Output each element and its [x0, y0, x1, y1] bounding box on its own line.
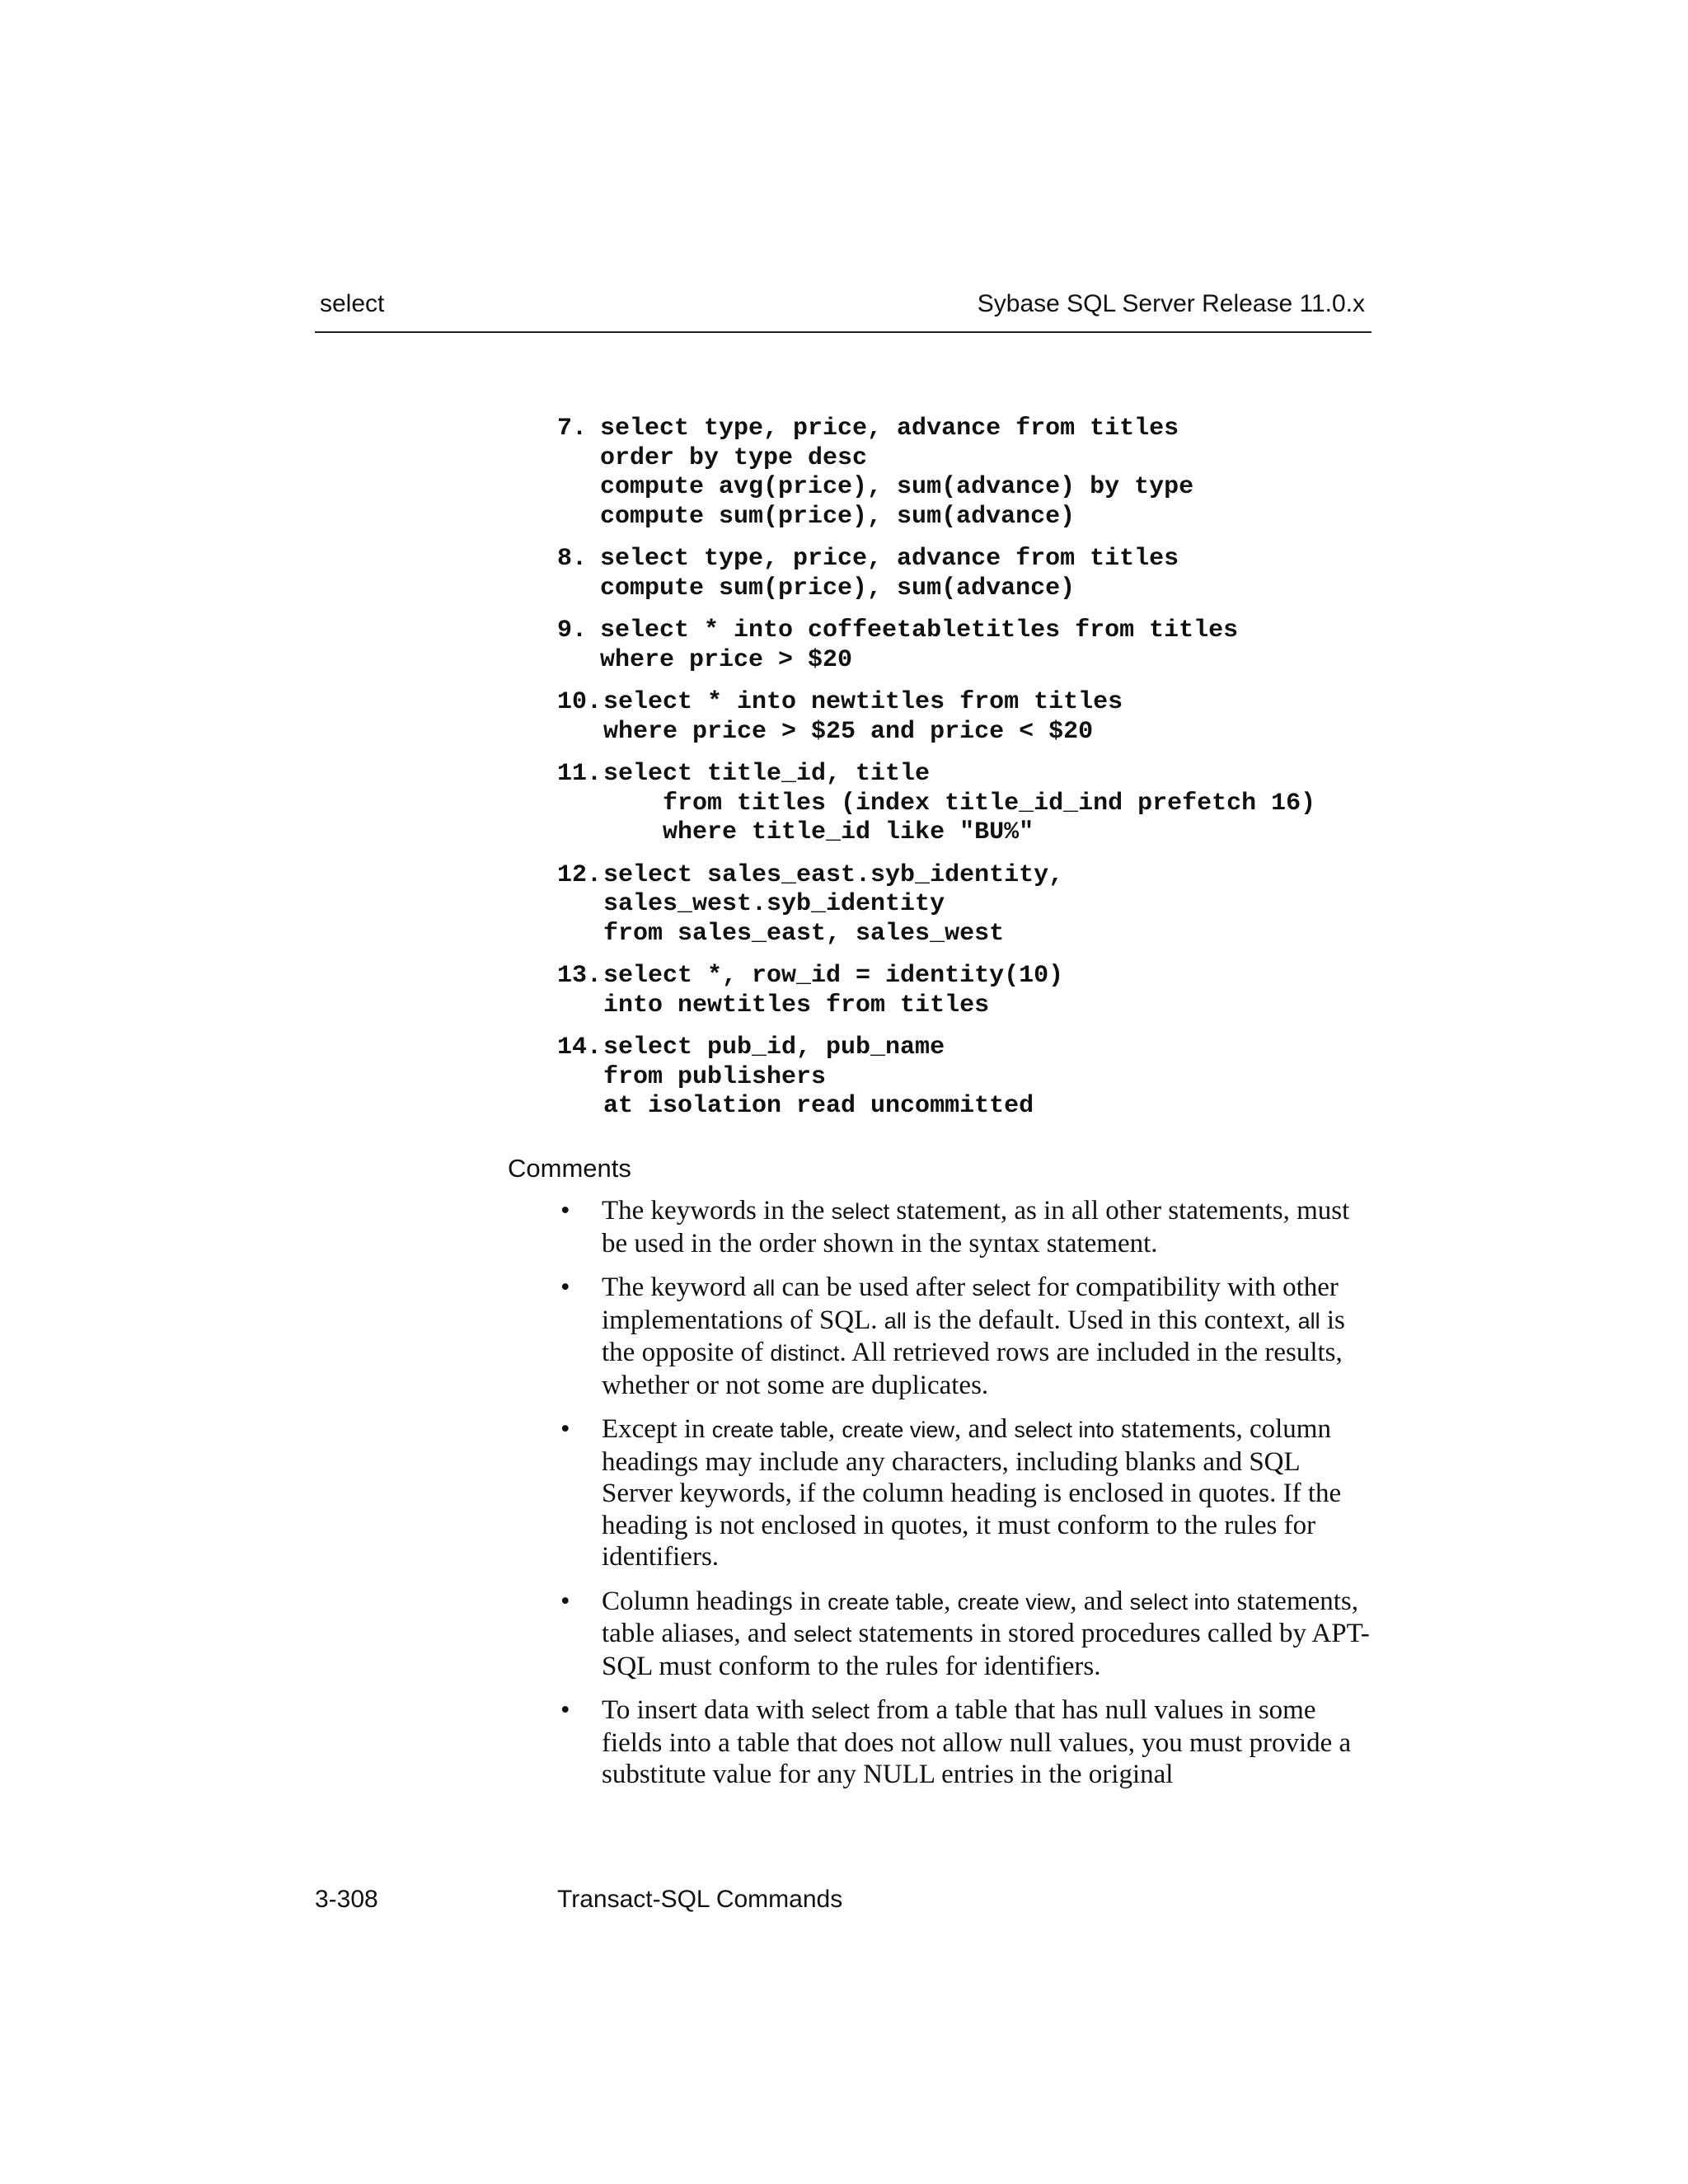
keyword-term: select: [831, 1199, 890, 1224]
comment-text: [602, 1195, 1373, 1259]
example-code: select pub_id, pub_name from publishers at isolation read uncommitted: [603, 1033, 1034, 1120]
comment-text-run: statements, column headings may include any characters, including blanks and SQL Server keywords, if the column heading is enclosed in quotes. If the heading is not enclosed in quotes, it must conform to the rules for identifiers.: [602, 1414, 1342, 1572]
bullet-marker: •: [560, 1196, 570, 1226]
comment-text-run: is the default. Used in this context,: [906, 1305, 1298, 1335]
example-number: 7.: [557, 415, 588, 443]
comment-text-run: ,: [944, 1586, 958, 1616]
example-number: 12.: [557, 860, 603, 889]
bullet-marker: •: [560, 1586, 570, 1616]
example-number: 10.: [557, 688, 603, 716]
example-item: [557, 962, 1381, 1020]
keyword-term: create view: [842, 1418, 954, 1442]
comment-item: [557, 1413, 1373, 1573]
running-header: [315, 290, 1372, 333]
example-item: [557, 545, 1381, 603]
comment-text-run: statement, as in all other statements, must be used in the order shown in the syntax statement.: [602, 1196, 1350, 1258]
keyword-term: select: [793, 1622, 852, 1647]
footer-page-number: 3-308: [315, 1886, 378, 1913]
keyword-term: create table: [828, 1589, 945, 1615]
comments-heading: Comments: [508, 1154, 631, 1183]
keyword-term: select: [972, 1276, 1030, 1301]
example-item: [557, 760, 1381, 848]
comment-text-run: for compatibility with other implementations of SQL.: [602, 1272, 1339, 1335]
example-number: 11.: [557, 760, 603, 788]
example-list: [557, 415, 1381, 1135]
comment-text-run: Column headings in: [602, 1586, 828, 1616]
example-code: select *, row_id = identity(10) into newtitles from titles: [603, 962, 1064, 1019]
keyword-term: distinct: [770, 1341, 840, 1366]
comment-text-run: , and: [1070, 1586, 1130, 1616]
comment-text-run: Except in: [602, 1414, 712, 1444]
comment-text-run: ,: [828, 1414, 842, 1444]
comments-list: [557, 1195, 1373, 1803]
comment-text-run: statements in stored procedures called by APT-SQL must conform to the rules for identifiers.: [602, 1619, 1370, 1681]
example-code: select * into coffeetabletitles from titles where price > $20: [600, 616, 1239, 674]
keyword-term: all: [1297, 1308, 1320, 1333]
comment-text: [602, 1272, 1373, 1401]
keyword-term: select into: [1129, 1589, 1231, 1615]
keyword-term: select: [811, 1699, 870, 1723]
keyword-term: select into: [1014, 1418, 1114, 1442]
comment-text-run: To insert data with: [602, 1695, 812, 1725]
keyword-term: all: [753, 1276, 776, 1301]
example-item: [557, 861, 1381, 949]
header-product-name: Sybase SQL Server Release 11.0.x: [977, 290, 1365, 317]
bullet-marker: •: [560, 1414, 570, 1444]
example-item: [557, 688, 1381, 747]
comment-text: [602, 1413, 1373, 1573]
comment-text: [602, 1586, 1373, 1683]
comment-text-run: can be used after: [775, 1272, 973, 1302]
comment-item: [557, 1195, 1373, 1259]
example-number: 8.: [557, 545, 588, 573]
example-number: 9.: [557, 616, 588, 644]
example-code: select title_id, title from titles (index title_id_ind prefetch 16) where title_id like "BU%": [603, 760, 1316, 846]
header-section-title: select: [320, 290, 385, 317]
example-item: [557, 616, 1381, 675]
comment-text-run: from a table that has null values in some fields into a table that does not allow null values, you must provide a substitute value for any NULL entries in the original: [602, 1695, 1352, 1789]
comment-text-run: is the opposite of: [602, 1305, 1345, 1367]
bullet-marker: •: [560, 1272, 570, 1302]
comment-text-run: The keywords in the: [602, 1196, 832, 1226]
comment-text-run: statements, table aliases, and: [602, 1586, 1359, 1648]
keyword-term: create table: [711, 1418, 828, 1442]
example-code: select * into newtitles from titles where price > $25 and price < $20: [603, 688, 1123, 746]
comment-item: [557, 1586, 1373, 1683]
keyword-term: all: [884, 1308, 907, 1333]
comment-item: [557, 1694, 1373, 1791]
comment-text-run: . All retrieved rows are included in the results, whether or not some are duplicates.: [602, 1338, 1343, 1400]
example-code: select type, price, advance from titles order by type desc compute avg(price), sum(advance) by type compute sum(price), sum(advance): [600, 415, 1194, 531]
example-code: select sales_east.syb_identity, sales_west.syb_identity from sales_east, sales_west: [603, 860, 1064, 948]
example-number: 13.: [557, 962, 603, 990]
keyword-term: create view: [957, 1589, 1071, 1615]
comment-text-run: The keyword: [602, 1272, 753, 1302]
bullet-marker: •: [560, 1695, 570, 1725]
comment-text: [602, 1694, 1373, 1791]
example-number: 14.: [557, 1033, 603, 1062]
example-item: [557, 415, 1381, 532]
comment-item: [557, 1272, 1373, 1401]
footer-chapter-title: Transact-SQL Commands: [557, 1886, 843, 1913]
comment-text-run: , and: [954, 1414, 1015, 1444]
example-item: [557, 1033, 1381, 1122]
example-code: select type, price, advance from titles compute sum(price), sum(advance): [600, 545, 1179, 602]
